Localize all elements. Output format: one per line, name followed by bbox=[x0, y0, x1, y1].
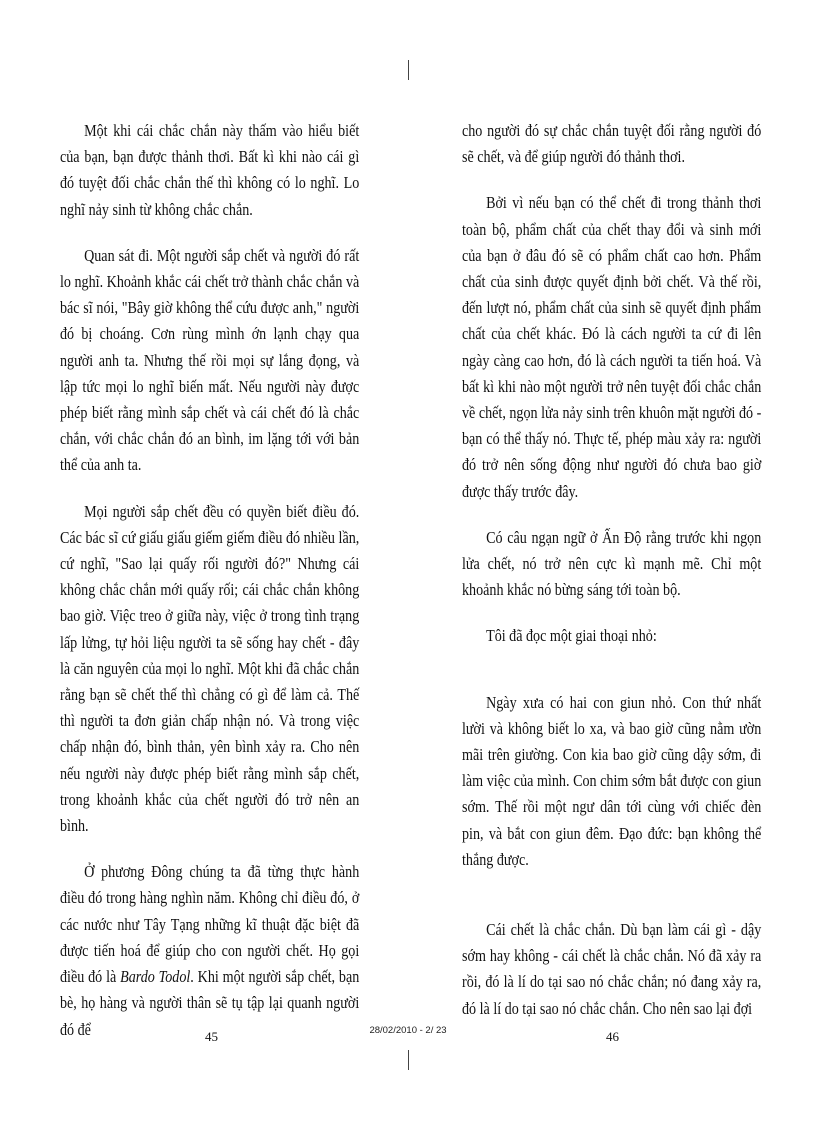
left-paragraph-4-text-a: Ở phương Đông chúng ta đã từng thực hành điều đó trong hàng nghìn năm. Không chỉ điều đó, ở các nước như Tây Tạng những kĩ thuật đặc biệt đã được tiến hoá để giúp cho con người chết. Họ gọi điều đó là bbox=[60, 862, 360, 987]
worm-anecdote: Ngày xưa có hai con giun nhỏ. Con thứ nhất lười và không biết lo xa, và bao giờ cũng nằm ườn mãi trên giường. Con kia bao giờ cũng dậy sớm, đi làm việc của mình. Con chim sớm bắt được con giun sớm. Thế rồi một ngư dân tới cùng với chiếc đèn pin, và bắt con giun đêm. Đạo đức: bạn không thể thắng được. bbox=[462, 692, 762, 869]
right-paragraph-1: cho người đó sự chắc chắn tuyệt đối rằng người đó sẽ chết, và để giúp người đó thảnh thơi. bbox=[462, 121, 762, 167]
fold-mark-top bbox=[408, 60, 409, 80]
left-paragraph-1: Một khi cái chắc chắn này thấm vào hiểu biết của bạn, bạn được thảnh thơi. Bất kì khi nào cái gì đó tuyệt đối chắc chắn thế thì không có lo nghĩ. Lo nghĩ nảy sinh từ không chắc chắn. bbox=[60, 121, 360, 219]
page-number-left: 45 bbox=[205, 1029, 218, 1044]
right-page-column bbox=[462, 118, 761, 1042]
right-paragraph-2: Bởi vì nếu bạn có thể chết đi trong thảnh thơi toàn bộ, phẩm chất của chết thay đổi và sinh mới của bạn ở đâu đó sẽ có phẩm chất cao hơn. Phẩm chất của sinh được quyết định bởi chết. Và thế rồi, đến lượt nó, phẩm chất của sinh sẽ quyết định phẩm chất của chết khác. Đó là cách người ta cứ đi lên ngày càng cao hơn, đó là cách người ta tiến hoá. Và bất kì khi nào một người trở nên tuyệt đối chắc chắn về chết, ngọn lửa nảy sinh trên khuôn mặt người đó - bạn có thể thấy nó. Thực tế, phép màu xảy ra: người đó trở nên sống động như người đó chưa bao giờ được thấy trước đây. bbox=[462, 193, 762, 501]
left-paragraph-4-text-b: . Khi một người sắp chết, bạn bè, họ hàng và người thân sẽ tụ tập lại quanh người đó để bbox=[60, 967, 360, 1039]
left-page-column bbox=[60, 118, 359, 1063]
left-paragraph-2: Quan sát đi. Một người sắp chết và người đó rất lo nghĩ. Khoảnh khắc cái chết trở thành chắc chắn và bác sĩ nói, "Bây giờ không thể cứu được anh," người đó bị choáng. Cơn rùng mình ớn lạnh chạy qua người anh ta. Nhưng thế rồi mọi sự lắng đọng, và lập tức mọi lo nghĩ biến mất. Nếu người này được phép biết rằng mình sắp chết và cái chết đó là chắc chắn, với chắc chắn đó an bình, im lặng tới với bản thể của anh ta. bbox=[60, 245, 360, 475]
bardo-todol-title: Bardo Todol bbox=[120, 967, 191, 987]
right-paragraph-3: Có câu ngạn ngữ ở Ấn Độ rằng trước khi ngọn lửa chết, nó trở nên cực kì mạnh mẽ. Chỉ một khoảnh khắc nó bừng sáng tới toàn bộ. bbox=[462, 527, 762, 600]
right-paragraph-6: Cái chết là chắc chắn. Dù bạn làm cái gì - dậy sớm hay không - cái chết là chắc chắn. Nó đã xảy ra rồi, đó là lí do tại sao nó chắc chắn; nó đang xảy ra, đó là lí do tại sao nó chắc chắn. Cho nên sao lại đợi bbox=[462, 920, 762, 1018]
left-paragraph-3: Mọi người sắp chết đều có quyền biết điều đó. Các bác sĩ cứ giấu giấu giếm giếm điều đó nhiều lần, cứ nghĩ, "Sao lại quấy rối người đó?" Nhưng cái không chắc chắn mới quấy rối; cái chắc chắn không bao giờ. Việc treo ở giữa này, việc ở trong tình trạng lấp lửng, tự hỏi liệu người ta sẽ sống hay chết - đây là căn nguyên của mọi lo nghĩ. Một khi đã chắc chắn rằng bạn sẽ chết thế thì chẳng có gì để làm cả. Thế thì người ta đơn giản chấp nhận nó. Và trong việc chấp nhận đó, bình thản, yên bình xảy ra. Cho nên nếu người này được phép biết rằng mình sắp chết, trong khoảnh khắc của chết người đó trở nên an bình. bbox=[60, 501, 360, 836]
right-paragraph-4: Tôi đã đọc một giai thoại nhỏ: bbox=[486, 626, 657, 646]
fold-mark-bottom bbox=[408, 1050, 409, 1070]
footer-date-label: 28/02/2010 - 2/ 23 bbox=[369, 1025, 447, 1036]
left-paragraph-4 bbox=[60, 859, 359, 1042]
page-number-right: 46 bbox=[606, 1029, 619, 1044]
